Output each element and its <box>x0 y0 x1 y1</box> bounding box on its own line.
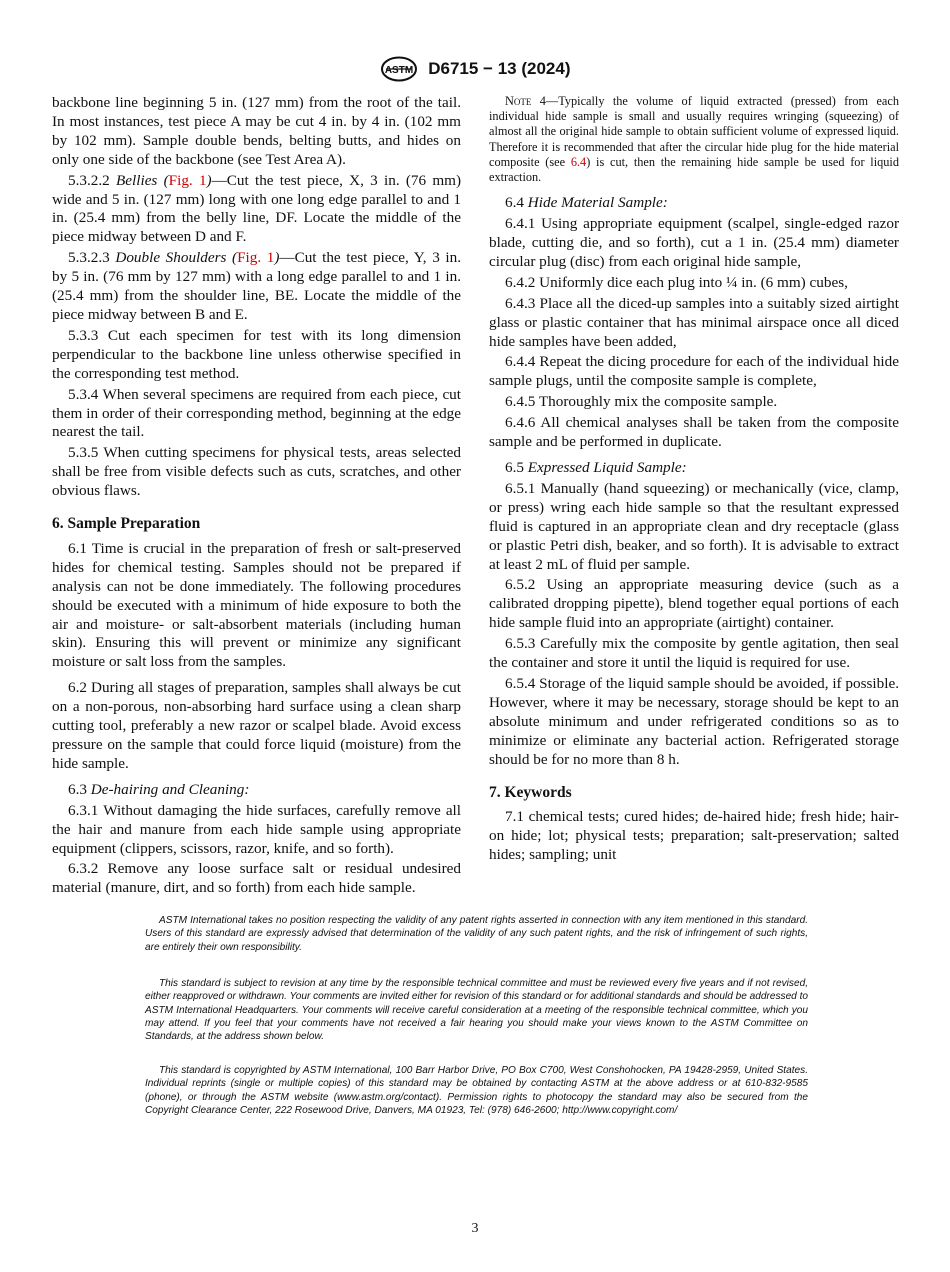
section-7-heading: 7. Keywords <box>489 783 572 801</box>
paragraph-6-3-1: 6.3.1 Without damaging the hide surfaces, carefully remove all the hair and manure from each hide sample using appropriate equipment (clippers, scissors, razor, knife, and so forth). <box>52 801 461 857</box>
paragraph-6-3: 6.3 De-hairing and Cleaning: <box>68 780 250 798</box>
paragraph-6-4-5: 6.4.5 Thoroughly mix the composite sample. <box>505 393 778 411</box>
paragraph-6-1: 6.1 Time is crucial in the preparation of fresh or salt-preserved hides for chemical testing. Samples should not be prepared if analysis can not be done immediately. The following procedures should be executed with a minimum of hide exposure to both the air and moisture- or salt-absorbent materials (including human skin). Ensuring this will prevent or minimize any significant moisture or salt loss from the samples. <box>52 539 461 671</box>
paragraph-5-3-2-2: 5.3.2.2 Bellies (Fig. 1)—Cut the test piece, X, 3 in. (76 mm) wide and 5 in. (127 mm) long with one long edge parallel to and 1 in. (25.4 mm) from the belly line, DF. Locate the middle of the piece midway between D and F. <box>52 171 462 246</box>
footer-copyright-notice: This standard is copyrighted by ASTM International, 100 Barr Harbor Drive, PO Box C700, West Conshohocken, PA 19428-2959, United States. Individual reprints (single or multiple copies) of this standard may be obtained by contacting ASTM at the above address or at 610-832-9585 (phone), or through the ASTM website (www.astm.org/contact). Permission rights to photocopy the standard may also be secured from the Copyright Clearance Center, 222 Rosewood Drive, Danvers, MA 01923, Tel: (978) 646-2600; http://www.copyright.com/ <box>145 1065 808 1116</box>
paragraph-6-4-4: 6.4.4 Repeat the dicing procedure for each of the individual hide sample plugs, until the composite sample is complete, <box>489 353 899 390</box>
paragraph-6-4-3: 6.4.3 Place all the diced-up samples into a suitably sized airtight glass or plastic container that has minimal airspace once all diced hide samples have been added, <box>489 294 899 350</box>
page-header <box>0 56 950 82</box>
paragraph-6-4: 6.4 Hide Material Sample: <box>505 194 668 212</box>
paragraph-5-3-5: 5.3.5 When cutting specimens for physical tests, areas selected shall be free from visible defects such as cuts, scratches, and other obvious flaws. <box>52 444 461 500</box>
paragraph-6-3-2: 6.3.2 Remove any loose surface salt or residual undesired material (manure, dirt, and so forth) from each hide sample. <box>52 860 461 897</box>
page-number: 3 <box>471 1221 479 1236</box>
paragraph-5-3-3: 5.3.3 Cut each specimen for test with its long dimension perpendicular to the backbone line unless otherwise specified in the corresponding test method. <box>52 326 461 382</box>
fig-1-link[interactable]: Fig. 1 <box>168 171 207 189</box>
paragraph-6-5-1: 6.5.1 Manually (hand squeezing) or mechanically (vice, clamp, or press) wring each hide sample so that the resultant expressed fluid is captured in an appropriate clean and dry receptacle (glass or plastic Petri dish, beaker, and so forth). It is advisable to extract at least 2 mL of fluid per sample. <box>489 479 899 573</box>
paragraph-6-5-4: 6.5.4 Storage of the liquid sample should be avoided, if possible. However, where it may be necessary, storage should be kept to an absolute minimum and under refrigerated conditions so as to minimize or eliminate any bacterial action. Refrigerated storage should be for no more than 8 h. <box>489 674 899 768</box>
paragraph-5-3-4: 5.3.4 When several specimens are required from each piece, cut them in order of their corresponding method, beginning at the edge nearest the tail. <box>52 385 461 441</box>
paragraph-6-5: 6.5 Expressed Liquid Sample: <box>505 459 687 476</box>
note-4: Note 4—Typically the volume of liquid extracted (pressed) from each individual hide sample is small and usually requires wringing (squeezing) of almost all the original hide sample to obtain sufficient volume of expressed liquid. Therefore it is recommended that after the circular hide plug for the hide material composite (see 6.4) is cut, then the remaining hide sample be used for liquid extraction. <box>489 94 899 185</box>
paragraph-6-2: 6.2 During all stages of preparation, samples shall always be cut on a non-porous, non-absorbing hard surface using a clean sharp cutting tool, preferably a new razor or scalpel blade. Avoid excess pressure on the sample that could force liquid (moisture) from the hide sample. <box>52 679 461 772</box>
designation: D6715 − 13 (2024) <box>428 59 571 78</box>
paragraph-6-5-3: 6.5.3 Carefully mix the composite by gentle agitation, then seal the container and store it until the liquid is required for use. <box>489 635 899 672</box>
astm-logo-icon <box>380 56 418 82</box>
footer-patent-notice: ASTM International takes no position respecting the validity of any patent rights asserted in connection with any item mentioned in this standard. Users of this standard are expressly advised that determination of the validity of any such patent rights, and the risk of infringement of such rights, are entirely their own responsibility. <box>145 915 808 953</box>
paragraph-5-3-2-3: 5.3.2.3 Double Shoulders (Fig. 1)—Cut the test piece, Y, 3 in. by 5 in. (76 mm by 127 mm) with a long edge parallel to and 1 in. (25.4 mm) from the shoulder line, BE. Locate the middle of the piece midway between B and E. <box>52 249 461 323</box>
section-6-heading: 6. Sample Preparation <box>52 515 201 533</box>
footer-revision-notice: This standard is subject to revision at any time by the responsible technical committee and must be reviewed every five years and if not revised, either reapproved or withdrawn. Your comments are invited either for revision of this standard or for additional standards and should be addressed to ASTM International Headquarters. Your comments will receive careful consideration at a meeting of the responsible technical committee, which you may attend. If you feel that your comments have not received a fair hearing you should make your views known to the ASTM Committee on Standards, at the address shown below. <box>145 978 809 1043</box>
fig-1-link[interactable]: Fig. 1 <box>237 249 275 267</box>
right-column <box>489 94 899 867</box>
paragraph-6-4-6: 6.4.6 All chemical analyses shall be taken from the composite sample and be performed in duplicate. <box>489 414 899 451</box>
paragraph-backbone: backbone line beginning 5 in. (127 mm) from the root of the tail. In most instances, test piece A may be cut 4 in. by 4 in. (102 mm by 102 mm). Sample double bends, belting butts, and hides on only one side of the backbone (see Test Area A). <box>52 94 461 168</box>
section-6-4-link[interactable]: 6.4 <box>570 154 587 169</box>
svg-text:ASTM: ASTM <box>384 65 413 76</box>
paragraph-6-4-2: 6.4.2 Uniformly dice each plug into ¼ in. (6 mm) cubes, <box>505 273 848 291</box>
paragraph-7-1: 7.1 chemical tests; cured hides; de-haired hide; fresh hide; hair-on hide; lot; physical tests; preparation; salt-preservation; salted hides; sampling; unit <box>489 808 899 864</box>
paragraph-6-5-2: 6.5.2 Using an appropriate measuring device (such as a calibrated dropping pipette), blend together equal portions of each hide sample fluid into an appropriate (airtight) container. <box>489 576 899 632</box>
paragraph-6-4-1: 6.4.1 Using appropriate equipment (scalpel, single-edged razor blade, cutting die, and so forth), cut a 1 in. (25.4 mm) diameter circular plug (disc) from each original hide sample, <box>489 215 899 270</box>
left-column <box>52 94 461 900</box>
